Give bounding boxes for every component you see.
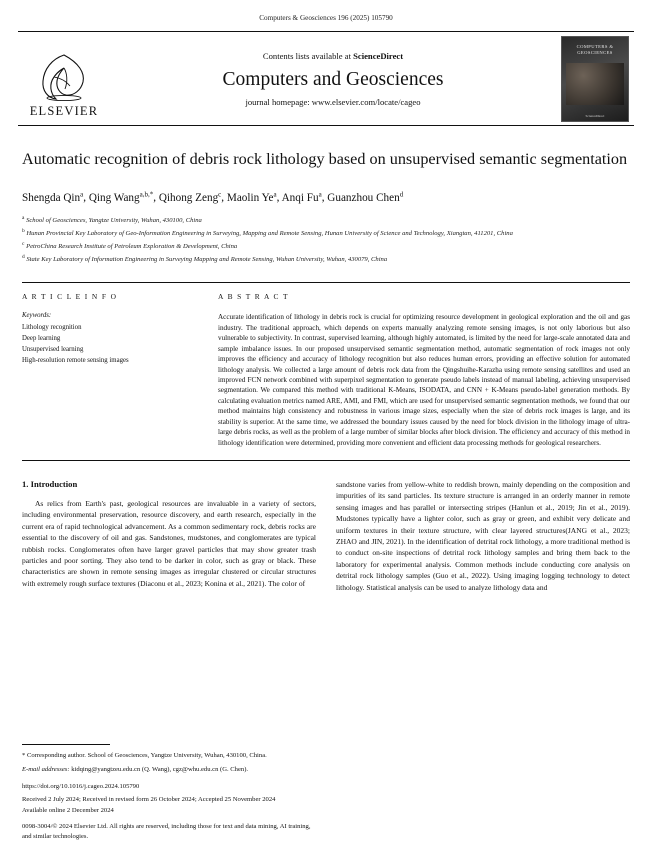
author-name: Maolin Ye	[226, 192, 274, 205]
section-title-introduction: 1. Introduction	[22, 479, 78, 490]
body-columns	[22, 479, 630, 593]
author-name: Shengda Qin	[22, 192, 81, 205]
article-info	[22, 292, 194, 448]
page-title: Automatic recognition of debris rock lithology based on unsupervised semantic segmentation	[22, 150, 628, 168]
affiliation-text: Hunan Provincial Key Laboratory of Geo-Information Engineering in Surveying, Mapping and Remote Sensing, Hunan University of Science and Technology, Xiangtan, 411201, China	[26, 230, 513, 238]
contents-line	[263, 51, 403, 61]
doi-link[interactable]: https://doi.org/10.1016/j.cageo.2024.105790	[22, 782, 140, 790]
title-block	[22, 148, 630, 266]
affiliation-text: School of Geosciences, Yangtze University, Wuhan, 430100, China	[26, 217, 202, 225]
author-list: Shengda Qin$^a$, Qing Wang$^{a,b,*}$, Qihong Zeng$^c$, Maolin Ye$^a$, Anqi Fu$^a$, Guanzhou Chen$^d$	[22, 190, 404, 205]
keywords-label: Keywords:	[22, 312, 52, 320]
author-name: Guanzhou Chen	[327, 192, 400, 205]
author-affil-marker: d	[399, 190, 404, 199]
sciencedirect-link[interactable]: ScienceDirect	[353, 50, 404, 61]
journal-masthead	[18, 31, 634, 126]
keyword-item: High-resolution remote sensing images	[22, 357, 129, 365]
affiliation	[22, 240, 630, 253]
affiliation-marker: d	[22, 254, 25, 261]
article-history: Received 2 July 2024; Received in revised form 26 October 2024; Accepted 25 November 2024	[22, 796, 276, 804]
affiliation	[22, 253, 630, 266]
affiliation-marker: c	[22, 241, 25, 248]
email-label: E-mail addresses:	[22, 765, 72, 773]
affiliation-text: PetroChina Research Institute of Petroleum Exploration & Development, China	[26, 243, 238, 251]
page-footer	[22, 744, 317, 843]
author	[227, 192, 277, 204]
cover-bottom-label: ScienceDirect	[585, 113, 605, 118]
cover-photo	[566, 63, 624, 105]
cover-title-line2: GEOSCIENCES	[577, 49, 613, 55]
contents-prefix: Contents lists available at	[262, 50, 354, 61]
journal-title: Computers and Geosciences	[222, 68, 444, 90]
author	[327, 192, 403, 204]
abstract	[218, 292, 630, 448]
author-affil-marker: a	[318, 190, 322, 199]
email-addresses[interactable]: kidqing@yangtzeu.edu.cn (Q. Wang), cgz@whu.edu.cn (G. Chen).	[71, 765, 249, 773]
journal-cover	[556, 32, 634, 125]
elsevier-tree-icon	[34, 51, 94, 103]
author-name: Qing Wang	[88, 192, 140, 205]
copyright-line: 0098-3004/© 2024 Elsevier Ltd. All rights are reserved, including those for text and data mining, AI training, and similar technologies.	[22, 822, 311, 840]
available-online: Available online 2 December 2024	[22, 807, 114, 815]
journal-homepage[interactable]: journal homepage: www.elsevier.com/locate/cageo	[245, 96, 421, 107]
body-column-left	[22, 479, 316, 593]
abstract-heading: A B S T R A C T	[218, 292, 289, 302]
cover-title	[562, 44, 628, 56]
affiliation	[22, 227, 630, 240]
publisher-logo	[18, 32, 110, 125]
author	[22, 192, 83, 204]
author-affil-marker: c	[218, 190, 222, 199]
keyword-item: Unsupervised learning	[22, 346, 84, 354]
paragraph: As relics from Earth's past, geological resources are invaluable in a variety of sectors, including environmental preservation, resource discovery, and earth research, especially in the current era of rapid technological advancement. As a common sedimentary rock, debris rocks are essential to the discovery of oil and gas. Sandstones, mudstones, and conglomerates are typical rubbish rocks. Conglomerates often have larger gravel particles that may show greater trash particles and poor sorting. They also tend to be darker in color, such as gray or black. These characteristics are shown in remote sensing images as irregular clustered or circular structures with extremely rough surface textures (Diaconu et al., 2023; Konina et al., 2021). The color of	[22, 499, 316, 588]
author	[282, 192, 322, 204]
affiliation-text: State Key Laboratory of Information Engineering in Surveying Mapping and Remote Sensing, Wuhan University, Wuhan, 430079, China	[26, 256, 388, 264]
email-line	[22, 765, 317, 775]
article-info-heading: A R T I C L E I N F O	[22, 292, 118, 302]
author	[159, 192, 221, 204]
body-column-right	[336, 479, 630, 593]
abstract-text: Accurate identification of lithology in debris rock is crucial for optimizing resource development in geological exploration and the oil and gas industry. The traditional approach, which depends on experts manually analyzing remote sensing images, is not only laborious but also vulnerable to subjectivity. In contrast, supervised learning, although highly automated, is limited by the need for large-scale annotated data and sample imbalance issues. In our proposed unsupervised semantic segmentation method, automatic segmentation of rock images not only improves the efficiency and accuracy of lithology recognition but also reduces human errors, providing an effective solution for automated lithology analysis. We collected a large amount of debris rock data from the Qingshuihe-Karazha using remote sensing satellites and used an improved FCN network combined with superpixel segmentation to generate pseudo labels instead of manual labeling, achieving unsupervised segmentation. We compared this method with traditional K-Means, ISODATA, and CNN + K-Means pseudo-label generation methods. By calculating evaluation metrics named ARE, AMI, and FMI, which are used for unsupervised semantic segmentation methods, we found that our method maintains high consistency and robustness in various image sizes, especially when the size of debris rock images is large, and its stability is superior. At the same time, we addressed the boundary issues caused by the need for block division in the lithology image of ultra-large debris rocks, as well as the problem of a large number of similar blocks after block division. The efficiency and accuracy of this method in lithology identification were determined, providing more convenient and efficient data processing methods for geological researchers.	[218, 313, 630, 447]
cover-title-line1: COMPUTERS &	[576, 43, 614, 49]
author	[89, 192, 153, 204]
publisher-name: ELSEVIER	[29, 104, 99, 118]
info-abstract-band	[22, 282, 630, 461]
author-affil-marker: a	[80, 190, 84, 199]
affiliation-marker: b	[22, 228, 25, 235]
author-name: Qihong Zeng	[158, 192, 219, 205]
keyword-item: Deep learning	[22, 335, 61, 343]
affiliation-list	[22, 214, 630, 266]
affiliation	[22, 214, 630, 227]
running-head: Computers & Geosciences 196 (2025) 105790	[259, 14, 393, 22]
affiliation-marker: a	[22, 215, 25, 222]
corresponding-author-note: * Corresponding author. School of Geosciences, Yangtze University, Wuhan, 430100, China.	[22, 752, 267, 760]
author-name: Anqi Fu	[281, 192, 319, 205]
author-affil-marker: a	[273, 190, 277, 199]
author-affil-marker: a,b,*	[139, 190, 154, 199]
footer-divider	[22, 744, 110, 745]
keyword-item: Lithology recognition	[22, 324, 82, 332]
paragraph: sandstone varies from yellow-white to reddish brown, mainly depending on the composition and impurities of its sand particles. Its texture structure is arranged in an orderly manner in remote sensing images and has parallel or intersecting stripes (Hanlun et al., 2019; Jin et al., 2019). Mudstones typically have a lighter color, such as gray or green, and exhibit very delicate and uniform textures in their texture structure, with clear layered structures(JANG et al., 2023; ZHAO and JIN, 2021). In the identification of detrital rock lithology, a more traditional method is to conduct on-site inspections of detrital rock lithology samples and bring them back to the laboratory for experimental analysis. Common methods include conducting core analysis on detrital rock lithology samples (Guo et al., 2022). Using imaging logging technology to detect lithology. Statistical analysis can be used to analyze lithology data and	[336, 480, 630, 592]
